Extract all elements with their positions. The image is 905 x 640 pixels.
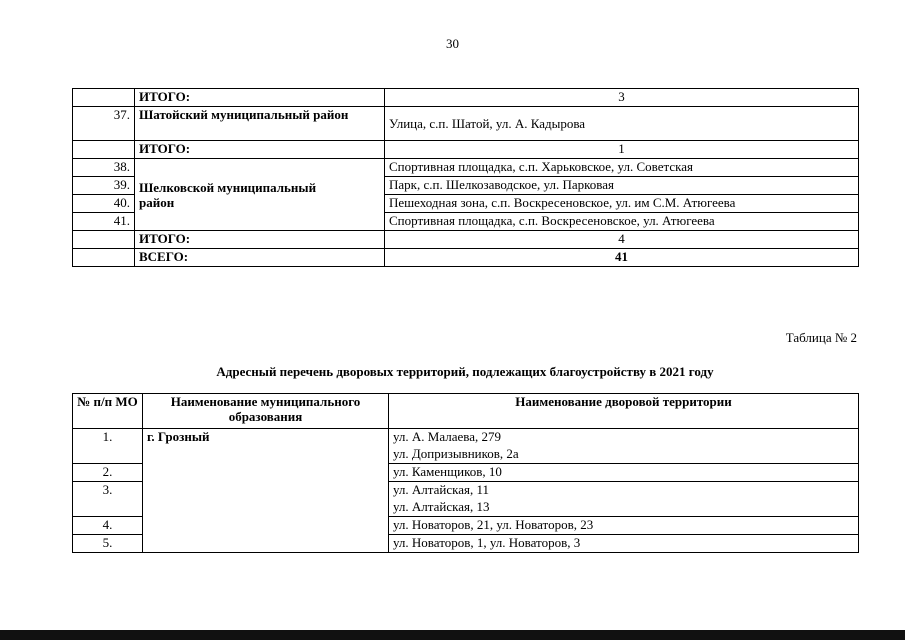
- row-number: 40.: [73, 195, 135, 213]
- address: ул. Каменщиков, 10: [389, 464, 859, 482]
- row-number: [73, 141, 135, 159]
- table-row: [73, 231, 859, 249]
- scan-edge-bar: [0, 630, 905, 640]
- district-name-line2: район: [139, 194, 175, 210]
- row-number: 2.: [73, 464, 143, 482]
- table-row: [73, 141, 859, 159]
- row-number: 37.: [73, 107, 135, 141]
- header-municipality: Наименование муниципального образования: [143, 394, 389, 429]
- grand-total-label: ВСЕГО:: [135, 249, 385, 267]
- address: ул. Алтайская, 11: [389, 482, 859, 500]
- page-number: 30: [446, 36, 459, 51]
- row-number: 1.: [73, 429, 143, 464]
- address: ул. Допризывников, 2а: [389, 446, 859, 464]
- total-label: ИТОГО:: [135, 141, 385, 159]
- object-name: Парк, с.п. Шелкозаводское, ул. Парковая: [385, 177, 859, 195]
- total-label: ИТОГО:: [135, 89, 385, 107]
- table-row: [73, 107, 859, 141]
- address: ул. Новаторов, 1, ул. Новаторов, 3: [389, 535, 859, 553]
- table-heading: Адресный перечень дворовых территорий, подлежащих благоустройству в 2021 году: [216, 364, 714, 379]
- total-value: 1: [385, 141, 859, 159]
- object-name: Спортивная площадка, с.п. Харьковское, ул. Советская: [385, 159, 859, 177]
- header-row: [73, 394, 859, 429]
- district-name-line1: Шелковской муниципальный: [139, 179, 317, 195]
- row-number: 4.: [73, 517, 143, 535]
- table-row: [73, 89, 859, 107]
- row-number: [73, 231, 135, 249]
- object-list-table: [72, 88, 859, 267]
- municipality-name: г. Грозный: [143, 429, 389, 553]
- table-row: [73, 429, 859, 447]
- address: ул. Алтайская, 13: [389, 499, 859, 517]
- row-number: [73, 89, 135, 107]
- address: ул. А. Малаева, 279: [389, 429, 859, 447]
- address: ул. Новаторов, 21, ул. Новаторов, 23: [389, 517, 859, 535]
- district-name: [135, 159, 385, 231]
- object-name: Пешеходная зона, с.п. Воскресеновское, ул. им С.М. Атюгеева: [385, 195, 859, 213]
- object-name: Спортивная площадка, с.п. Воскресеновское, ул. Атюгеева: [385, 213, 859, 231]
- total-value: 3: [385, 89, 859, 107]
- total-label: ИТОГО:: [135, 231, 385, 249]
- table-label: Таблица № 2: [785, 330, 857, 345]
- header-territory: Наименование дворовой территории: [389, 394, 859, 429]
- district-name: Шатойский муниципальный район: [135, 107, 385, 141]
- object-name: Улица, с.п. Шатой, ул. А. Кадырова: [385, 107, 859, 141]
- courtyard-table: [72, 393, 859, 553]
- grand-total-value: 41: [385, 249, 859, 267]
- row-number: [73, 249, 135, 267]
- table-row: [73, 249, 859, 267]
- header-number: № п/п МО: [73, 394, 143, 429]
- total-value: 4: [385, 231, 859, 249]
- row-number: 41.: [73, 213, 135, 231]
- row-number: 5.: [73, 535, 143, 553]
- row-number: 3.: [73, 482, 143, 517]
- row-number: 39.: [73, 177, 135, 195]
- table-row: [73, 159, 859, 177]
- row-number: 38.: [73, 159, 135, 177]
